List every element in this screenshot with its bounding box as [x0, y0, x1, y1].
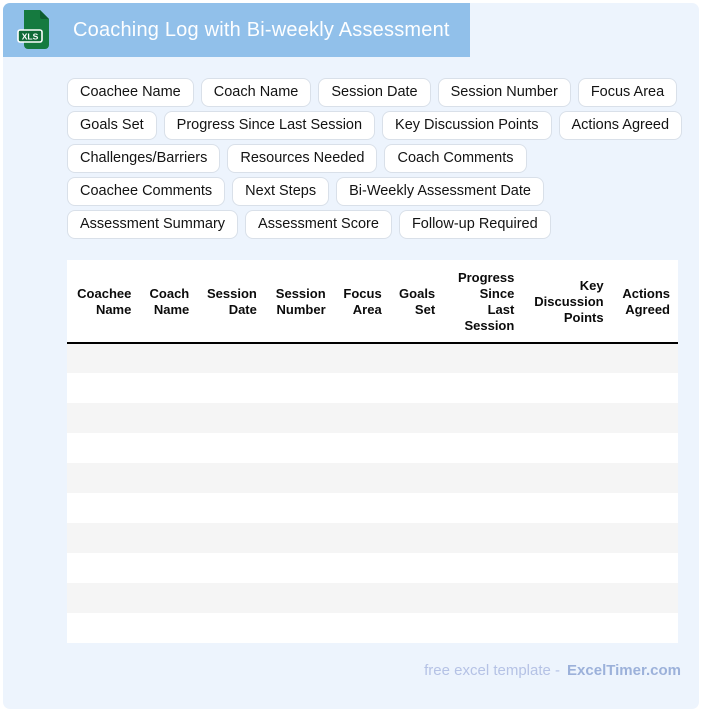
column-chip: Actions Agreed [559, 111, 683, 140]
table-row [67, 613, 678, 643]
table-header-cell: Actions Agreed [612, 260, 678, 343]
table-row [67, 553, 678, 583]
column-chip: Coach Comments [384, 144, 526, 173]
table-row [67, 523, 678, 553]
table-row-cell [67, 553, 678, 583]
table-row [67, 373, 678, 403]
table-row [67, 583, 678, 613]
footer-text: free excel template - [424, 662, 561, 680]
table-wrap [67, 260, 678, 643]
column-chip: Goals Set [67, 111, 157, 140]
table-row-cell [67, 433, 678, 463]
table-row-cell [67, 373, 678, 403]
chips-container [67, 78, 687, 239]
column-chip: Coachee Name [67, 78, 194, 107]
table-header-cell: Focus Area [334, 260, 390, 343]
table-header-cell: Session Date [197, 260, 265, 343]
column-chip: Challenges/Barriers [67, 144, 220, 173]
column-chip: Bi-Weekly Assessment Date [336, 177, 544, 206]
table-row-cell [67, 493, 678, 523]
preview-table [67, 260, 678, 643]
column-chip: Next Steps [232, 177, 329, 206]
table-row [67, 433, 678, 463]
table-row-cell [67, 463, 678, 493]
table-row [67, 493, 678, 523]
table-row-cell [67, 613, 678, 643]
footer-brand-link[interactable]: ExcelTimer.com [567, 662, 681, 680]
table-row [67, 403, 678, 433]
table-row-cell [67, 343, 678, 373]
column-chip: Session Number [438, 78, 571, 107]
table-header-cell: Session Number [265, 260, 334, 343]
column-chip: Assessment Score [245, 210, 392, 239]
xls-file-icon [16, 8, 52, 52]
table-row [67, 343, 678, 373]
column-chip: Follow-up Required [399, 210, 551, 239]
table-header-row [67, 260, 678, 343]
column-chip: Resources Needed [227, 144, 377, 173]
table-header-cell: Coach Name [139, 260, 197, 343]
column-chip: Assessment Summary [67, 210, 238, 239]
table-body [67, 343, 678, 643]
table-header-cell: Key Discussion Points [522, 260, 611, 343]
column-chip: Progress Since Last Session [164, 111, 375, 140]
title-bar [3, 3, 470, 57]
column-chip: Focus Area [578, 78, 677, 107]
table-header-cell: Progress Since Last Session [443, 260, 522, 343]
table-row-cell [67, 583, 678, 613]
column-chip: Session Date [318, 78, 430, 107]
column-chip: Coachee Comments [67, 177, 225, 206]
xls-badge-text: XLS [21, 31, 39, 42]
column-chip: Key Discussion Points [382, 111, 551, 140]
footer [67, 662, 681, 679]
table-row-cell [67, 523, 678, 553]
table-row-cell [67, 403, 678, 433]
table-header-cell: Goals Set [390, 260, 443, 343]
table-header-cell: Coachee Name [67, 260, 139, 343]
table-row [67, 463, 678, 493]
page-title: Coaching Log with Bi-weekly Assessment [73, 18, 450, 41]
column-chip: Coach Name [201, 78, 312, 107]
